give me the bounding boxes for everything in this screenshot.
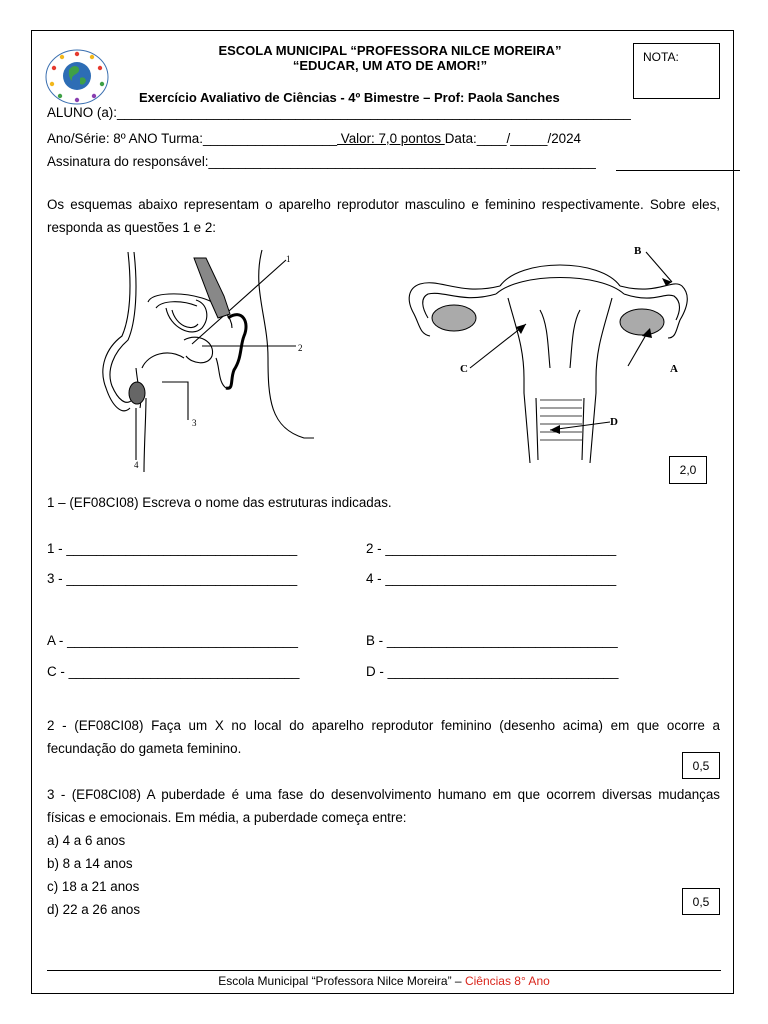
- answer-line-2[interactable]: 2 - _______________________________: [366, 541, 617, 556]
- female-label-d: D: [610, 416, 618, 428]
- answer-line-b[interactable]: B - _______________________________: [366, 633, 618, 648]
- answer-line-c[interactable]: C - _______________________________: [47, 664, 300, 679]
- school-logo: [44, 48, 110, 106]
- question-1-text: 1 – (EF08CI08) Escreva o nome das estruturas indicadas.: [47, 495, 392, 510]
- footer: [47, 974, 721, 988]
- male-label-3: 3: [192, 418, 197, 428]
- option-c[interactable]: c) 18 a 21 anos: [47, 879, 140, 894]
- option-a[interactable]: a) 4 a 6 anos: [47, 833, 126, 848]
- answer-line-3[interactable]: 3 - _______________________________: [47, 571, 298, 586]
- score-box-q1: 2,0: [669, 456, 707, 484]
- answer-line-a[interactable]: A - _______________________________: [47, 633, 298, 648]
- footer-rule: [47, 970, 721, 971]
- option-b[interactable]: b) 8 a 14 anos: [47, 856, 133, 871]
- male-label-1: 1: [286, 254, 291, 264]
- question-2-text: 2 - (EF08CI08) Faça um X no local do aparelho reprodutor feminino (desenho acima) em que ocorre a fecundação do gameta feminino.: [47, 718, 720, 756]
- female-reproductive-diagram: [400, 238, 700, 473]
- question-3-text: 3 - (EF08CI08) A puberdade é uma fase do desenvolvimento humano em que ocorrem diversas mudanças físicas e emocionais. Em média, a puberdade começa entre:: [47, 787, 720, 825]
- school-name: ESCOLA MUNICIPAL “PROFESSORA NILCE MOREIRA”: [218, 43, 562, 58]
- score-box-q2: 0,5: [682, 752, 720, 779]
- answer-line-4[interactable]: 4 - _______________________________: [366, 571, 617, 586]
- exercise-title: Exercício Avaliativo de Ciências - 4º Bimestre – Prof: Paola Sanches: [139, 90, 560, 105]
- female-label-a: A: [670, 363, 678, 375]
- page-frame: [31, 30, 734, 994]
- female-label-b: B: [634, 245, 642, 257]
- footer-school: Escola Municipal “Professora Nilce Moreira” –: [218, 974, 465, 988]
- male-reproductive-diagram: [92, 248, 317, 473]
- school-motto: “EDUCAR, UM ATO DE AMOR!”: [292, 58, 488, 73]
- score-box-q3: 0,5: [682, 888, 720, 915]
- male-label-2: 2: [298, 343, 303, 353]
- option-d[interactable]: d) 22 a 26 anos: [47, 902, 141, 917]
- female-label-c: C: [460, 363, 468, 375]
- value-text: Valor: 7,0 pontos: [337, 131, 445, 146]
- date-text: Data:____/_____/2024: [444, 131, 581, 146]
- answer-line-d[interactable]: D - _______________________________: [366, 664, 619, 679]
- year-class-line[interactable]: Ano/Série: 8º ANO Turma:__________________ Valor: 7,0 pontos Data:____/_____/2024: [47, 131, 581, 146]
- signature-line[interactable]: Assinatura do responsável:____________________________________________________: [47, 154, 596, 169]
- grade-label: NOTA:: [643, 50, 679, 64]
- answer-line-1[interactable]: 1 - _______________________________: [47, 541, 298, 556]
- intro-text: Os esquemas abaixo representam o aparelho reprodutor masculino e feminino respectivamente. Sobre eles, responda as questões 1 e 2:: [47, 197, 720, 235]
- student-name-line[interactable]: ALUNO (a):_____________________________________________________________________: [47, 105, 631, 120]
- male-label-4: 4: [134, 460, 139, 470]
- signature-extra-rule: [616, 170, 740, 171]
- grade-box[interactable]: [633, 43, 720, 99]
- footer-course: Ciências 8° Ano: [464, 974, 550, 988]
